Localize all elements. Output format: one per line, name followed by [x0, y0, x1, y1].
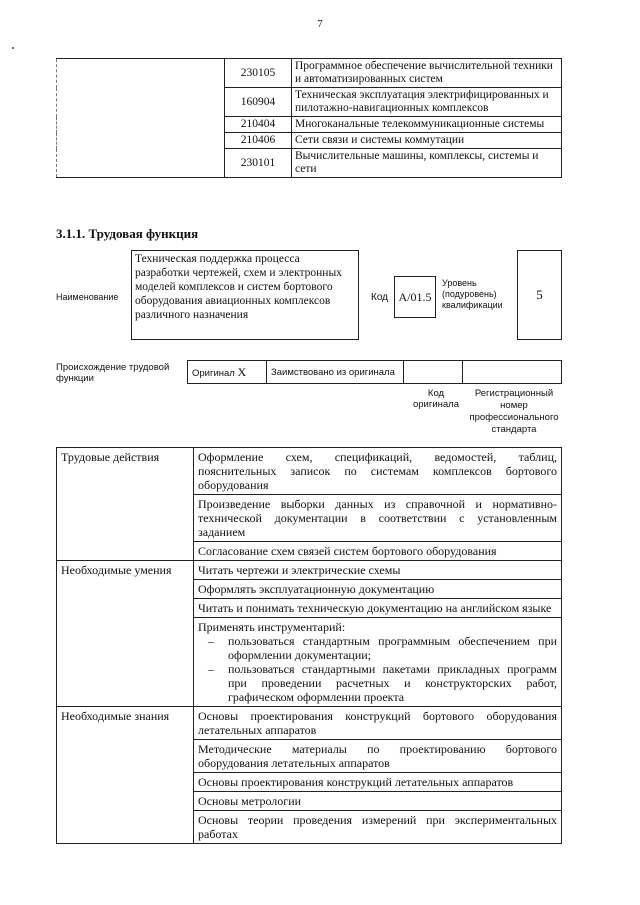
original-code-caption: Код оригинала: [412, 388, 459, 410]
required-knowledge: Основы проектирования конструкций летательных аппаратов: [194, 773, 562, 792]
required-knowledge: Основы метрологии: [194, 792, 562, 811]
category-cell-continued: [57, 580, 194, 599]
specialty-code: 160904: [225, 88, 292, 117]
table-row: [57, 580, 562, 599]
original-label: Оригинал: [192, 367, 235, 379]
specialty-name: Многоканальные телекоммуникационные системы: [292, 117, 562, 133]
category-cell-continued: [57, 495, 194, 542]
page-number: 7: [317, 18, 323, 30]
required-skill: Читать чертежи и электрические схемы: [194, 561, 562, 580]
registration-number-cell: [463, 361, 562, 384]
borrowed-label: Заимствовано из оригинала: [267, 361, 404, 384]
specialty-code: 230101: [225, 149, 292, 178]
required-skill: Оформлять эксплуатационную документацию: [194, 580, 562, 599]
specialty-name: Техническая эксплуатация электрифицированных и пилотажно-навигационных комплексов: [292, 88, 562, 117]
table-row: [57, 542, 562, 561]
table-row: [57, 792, 562, 811]
original-cell: [188, 361, 267, 384]
qualification-level: 5: [517, 250, 562, 340]
specialty-name: Вычислительные машины, комплексы, системы и сети: [292, 149, 562, 178]
table-row: [57, 448, 562, 495]
origin-label: Происхождение трудовой функции: [56, 362, 170, 384]
table-row: [57, 707, 562, 740]
code-label: Код: [371, 292, 389, 303]
list-item: – пользоваться стандартными пакетами прикладных программ при проведении расчетных и конструкторских работ, графическом оформлении проекта: [228, 662, 557, 704]
table-row: [57, 495, 562, 542]
category-cell-continued: [57, 740, 194, 773]
specialty-name: Программное обеспечение вычислительной техники и автоматизированных систем: [292, 59, 562, 88]
qualification-level-label: Уровень (подуровень) квалификации: [442, 278, 503, 310]
table-row: [57, 740, 562, 773]
specialty-code: 210406: [225, 133, 292, 149]
specialty-name: Сети связи и системы коммутации: [292, 133, 562, 149]
original-code-cell: [404, 361, 463, 384]
tools-list: [198, 634, 557, 704]
specialty-code: 230105: [225, 59, 292, 88]
category-cell-continued: [57, 618, 194, 707]
category-cell-continued: [57, 792, 194, 811]
table-row: [57, 811, 562, 844]
original-mark: X: [237, 364, 247, 379]
specialty-code: 210404: [225, 117, 292, 133]
table-row: [57, 599, 562, 618]
scan-speck: [12, 47, 14, 49]
required-knowledge: Методические материалы по проектированию бортового оборудования летательных аппаратов: [194, 740, 562, 773]
category-cell-continued: [57, 542, 194, 561]
table-row: [57, 773, 562, 792]
list-item: – пользоваться стандартным программным обеспечением при оформлении документации;: [228, 634, 557, 662]
table-row: [57, 59, 562, 88]
required-knowledge: Основы проектирования конструкций бортового оборудования летательных аппаратов: [194, 707, 562, 740]
table-row: [57, 561, 562, 580]
origin-table: [187, 360, 562, 384]
category-label: Необходимые умения: [57, 561, 194, 580]
category-label: Трудовые действия: [57, 448, 194, 495]
function-code: А/01.5: [394, 276, 436, 318]
required-knowledge: Основы теории проведения измерений при экспериментальных работах: [194, 811, 562, 844]
category-cell-continued: [57, 599, 194, 618]
function-details-table: [56, 447, 562, 844]
labor-action: Оформление схем, спецификаций, ведомостей, таблиц, пояснительных записок по системам комплексов бортового оборудования: [194, 448, 562, 495]
table-row: [188, 361, 562, 384]
category-label: Необходимые знания: [57, 707, 194, 740]
table-row: [57, 618, 562, 707]
category-cell-continued: [57, 773, 194, 792]
function-name: Техническая поддержка процесса разработки чертежей, схем и электронных моделей комплексов и систем бортового оборудования авиационных комплексов различного назначения: [131, 250, 359, 340]
tools-intro: Применять инструментарий:: [198, 620, 346, 634]
specialty-codes-table: [56, 58, 562, 178]
labor-action: Согласование схем связей систем бортового оборудования: [194, 542, 562, 561]
required-skill: Читать и понимать техническую документацию на английском языке: [194, 599, 562, 618]
registration-number-caption: Регистрационный номер профессионального стандарта: [469, 388, 559, 435]
labor-action: Произведение выборки данных из справочной и нормативно-технической документации в соответствии с установленным заданием: [194, 495, 562, 542]
name-label: Наименование: [56, 292, 119, 302]
required-skill-tools: [194, 618, 562, 707]
category-cell-continued: [57, 811, 194, 844]
section-title: 3.1.1. Трудовая функция: [56, 226, 199, 241]
empty-cell: [57, 59, 225, 178]
